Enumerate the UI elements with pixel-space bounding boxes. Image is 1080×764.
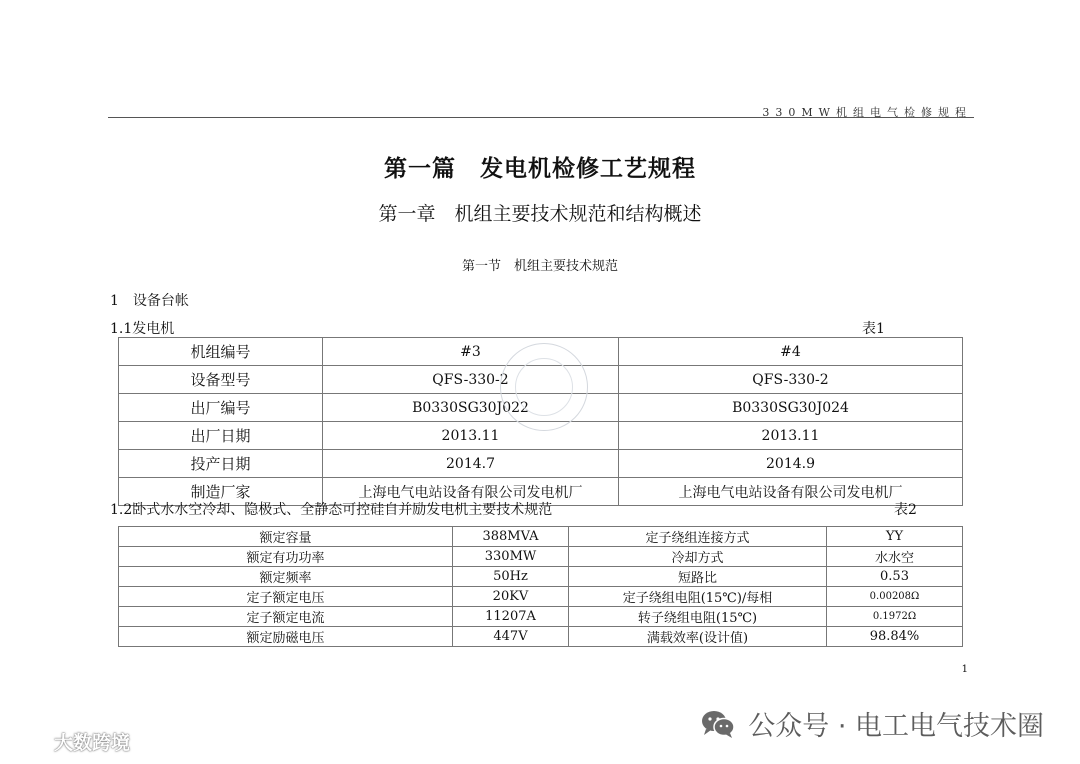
table-1-label: 表1 <box>862 321 885 337</box>
table-cell: 定子绕组连接方式 <box>569 527 827 547</box>
wechat-icon <box>700 709 736 739</box>
logo-watermark-text: 大数跨境 <box>54 732 131 754</box>
table-row <box>119 587 963 607</box>
table-2-label: 表2 <box>894 502 917 518</box>
table-cell: 0.00208Ω <box>827 587 963 607</box>
table-cell: 0.1972Ω <box>827 607 963 627</box>
table-cell: 2014.9 <box>619 450 963 478</box>
part-title: 第一篇 发电机检修工艺规程 <box>384 156 696 182</box>
table-cell: QFS-330-2 <box>619 366 963 394</box>
table-cell: 330MW <box>453 547 569 567</box>
table-row <box>119 607 963 627</box>
section-title: 第一节 机组主要技术规范 <box>461 259 618 274</box>
item-1-1-heading: 1.1发电机 <box>110 321 175 337</box>
generator-spec-table <box>118 526 963 647</box>
table-cell: 投产日期 <box>119 450 323 478</box>
table-cell: 设备型号 <box>119 366 323 394</box>
table-cell: B0330SG30J024 <box>619 394 963 422</box>
table-cell: 2013.11 <box>323 422 619 450</box>
table-cell: 11207A <box>453 607 569 627</box>
table-cell: 水水空 <box>827 547 963 567</box>
table-cell: #3 <box>323 338 619 366</box>
table-cell: 冷却方式 <box>569 547 827 567</box>
table-cell: 定子额定电压 <box>119 587 453 607</box>
table-cell: #4 <box>619 338 963 366</box>
page-number: 1 <box>961 664 968 675</box>
table-cell: 上海电气电站设备有限公司发电机厂 <box>619 478 963 506</box>
table-row <box>119 627 963 647</box>
table-row <box>119 527 963 547</box>
table-cell: 满载效率(设计值) <box>569 627 827 647</box>
table-row <box>119 547 963 567</box>
table-cell: 制造厂家 <box>119 478 323 506</box>
item-1-2-heading: 1.2卧式水水空冷却、隐极式、全静态可控硅自并励发电机主要技术规范 <box>110 502 553 518</box>
table-cell: 2013.11 <box>619 422 963 450</box>
table-cell: 388MVA <box>453 527 569 547</box>
header-rule <box>108 117 974 118</box>
table-cell: 50Hz <box>453 567 569 587</box>
logo-watermark <box>6 728 130 755</box>
k-logo-icon <box>6 729 50 755</box>
watermark-stamp <box>500 343 588 431</box>
wechat-watermark-text: 公众号 · 电工电气技术圈 <box>748 711 1044 742</box>
table-cell: 短路比 <box>569 567 827 587</box>
table-cell: 额定频率 <box>119 567 453 587</box>
table-cell: 转子绕组电阻(15℃) <box>569 607 827 627</box>
table-cell: QFS-330-2 <box>323 366 619 394</box>
table-cell: 0.53 <box>827 567 963 587</box>
table-cell: 出厂编号 <box>119 394 323 422</box>
table-cell: 447V <box>453 627 569 647</box>
running-header: 330MW机组电气检修规程 <box>762 106 972 119</box>
table-cell: 98.84% <box>827 627 963 647</box>
table-cell: 定子绕组电阻(15℃)/每相 <box>569 587 827 607</box>
table-cell: 额定有功功率 <box>119 547 453 567</box>
table-cell: 20KV <box>453 587 569 607</box>
table-cell: 上海电气电站设备有限公司发电机厂 <box>323 478 619 506</box>
table-cell: YY <box>827 527 963 547</box>
chapter-title: 第一章 机组主要技术规范和结构概述 <box>378 203 702 225</box>
table-cell: B0330SG30J022 <box>323 394 619 422</box>
item-1-heading: 1 设备台帐 <box>110 293 189 309</box>
table-cell: 定子额定电流 <box>119 607 453 627</box>
table-cell: 额定容量 <box>119 527 453 547</box>
table-row <box>119 567 963 587</box>
table-cell: 机组编号 <box>119 338 323 366</box>
table-cell: 2014.7 <box>323 450 619 478</box>
table-cell: 出厂日期 <box>119 422 323 450</box>
wechat-watermark <box>700 704 1044 743</box>
table-cell: 额定励磁电压 <box>119 627 453 647</box>
table-row <box>119 450 963 478</box>
